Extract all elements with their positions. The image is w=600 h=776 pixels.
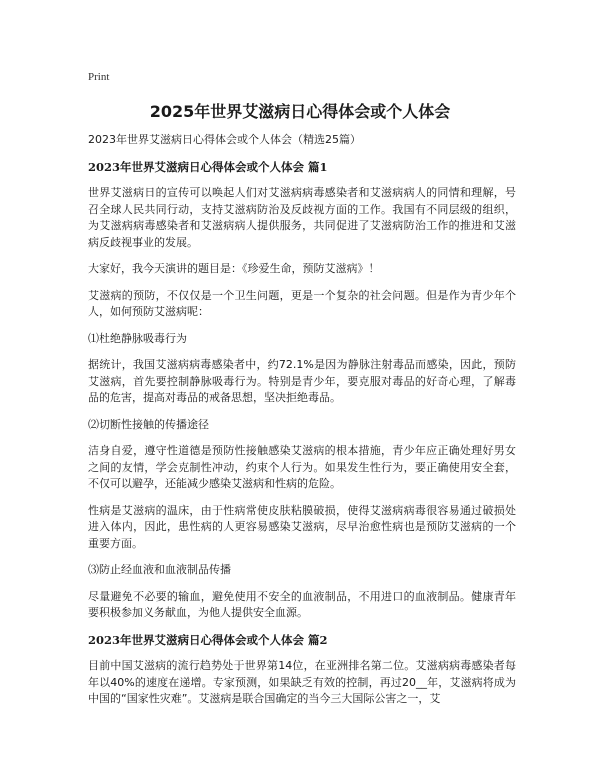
paragraph: 目前中国艾滋病的流行趋势处于世界第14位，在亚洲排名第二位。艾滋病病毒感染者每年以40%的速度在递增。专家预测，如果缺乏有效的控制，再过20__年，艾滋病将成为中国的“国家性灾难”。艾滋病是联合国确定的当今三大国际公害之一，艾 xyxy=(88,659,516,705)
article-subtitle: 2023年世界艾滋病日心得体会或个人体会（精选25篇） xyxy=(88,133,361,146)
section-heading-1: 2023年世界艾滋病日心得体会或个人体会 篇1 xyxy=(88,159,328,174)
paragraph: 性病是艾滋病的温床，由于性病常使皮肤粘膜破损，使得艾滋病病毒很容易通过破损处进入体内，因此，患性病的人更容易感染艾滋病，尽早治愈性病也是预防艾滋病的一个重要方面。 xyxy=(88,503,516,550)
list-item-heading: ⑴杜绝静脉吸毒行为 xyxy=(88,331,187,345)
page-title: 2025年世界艾滋病日心得体会或个人体会 xyxy=(149,102,451,121)
paragraph: 大家好，我今天演讲的题目是：《珍爱生命，预防艾滋病》！ xyxy=(88,262,380,275)
print-link[interactable]: Print xyxy=(88,71,110,83)
paragraph: 尽量避免不必要的输血，避免使用不安全的血液制品，不用进口的血液制品。健康青年要积极参加义务献血，为他人提供安全血源。 xyxy=(88,589,516,619)
paragraph: 艾滋病的预防，不仅仅是一个卫生问题，更是一个复杂的社会问题。但是作为青少年个人，如何预防艾滋病呢： xyxy=(88,288,516,318)
paragraph: 世界艾滋病日的宣传可以唤起人们对艾滋病病毒感染者和艾滋病病人的同情和理解，号召全球人民共同行动，支持艾滋病防治及反歧视方面的工作。我国有不同层级的组织，为艾滋病病毒感染者和艾滋病病人提供服务，共同促进了艾滋病防治工作的推进和艾滋病反歧视事业的发展。 xyxy=(88,186,516,249)
paragraph: 洁身自爱，遵守性道德是预防性接触感染艾滋病的根本措施，青少年应正确处理好男女之间的友情，学会克制性冲动，约束个人行为。如果发生性行为，要正确使用安全套，不仅可以避孕，还能减少感染艾滋病和性病的危险。 xyxy=(88,444,516,490)
section-heading-2: 2023年世界艾滋病日心得体会或个人体会 篇2 xyxy=(88,632,328,647)
list-item-heading: ⑶防止经血液和血液制品传播 xyxy=(88,563,231,576)
list-item-heading: ⑵切断性接触的传播途径 xyxy=(88,417,209,431)
article-body xyxy=(88,132,516,718)
paragraph: 据统计，我国艾滋病病毒感染者中，约72.1%是因为静脉注射毒品而感染，因此，预防艾滋病，首先要控制静脉吸毒行为。特别是青少年，要克服对毒品的好奇心理，了解毒品的危害，提高对毒品的戒备思想，坚决拒绝毒品。 xyxy=(88,358,516,404)
